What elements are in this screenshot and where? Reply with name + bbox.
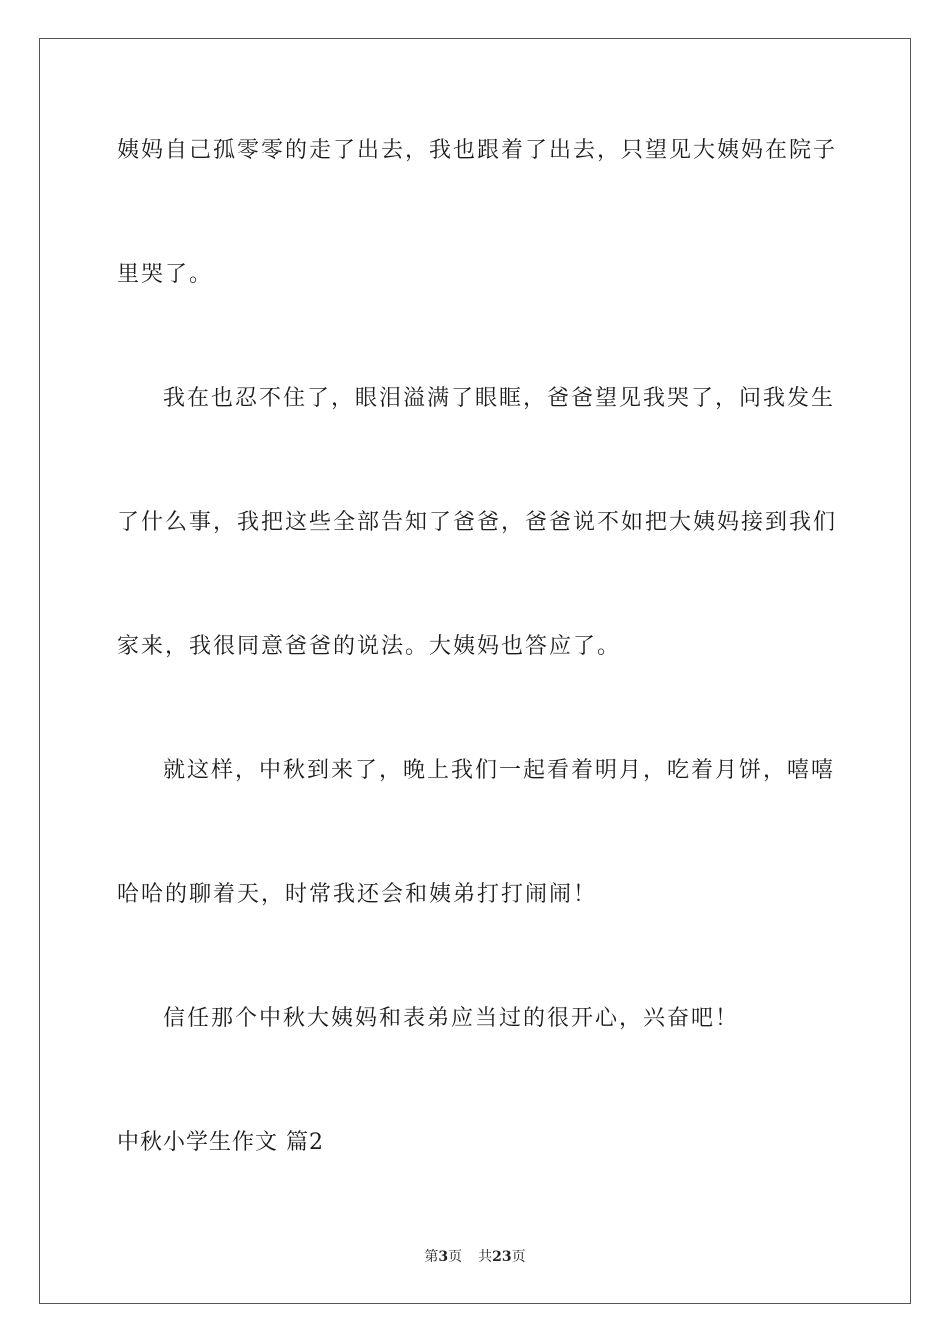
page-frame [39, 38, 911, 1304]
section-heading: 中秋小学生作文 篇2 [117, 1130, 324, 1155]
total-pages: 23 [492, 1249, 512, 1265]
paragraph-line: 了什么事，我把这些全部告知了爸爸，爸爸说不如把大姨妈接到我们 [117, 510, 838, 535]
page-number: 3 [438, 1249, 449, 1265]
paragraph-line: 就这样，中秋到来了，晚上我们一起看着明月，吃着月饼，嘻嘻 [163, 758, 836, 783]
page-footer [0, 1247, 950, 1267]
paragraph-line: 里哭了。 [117, 262, 214, 287]
total-suffix: 页 [511, 1249, 526, 1265]
total-prefix: 共 [478, 1249, 493, 1265]
page-suffix: 页 [448, 1249, 463, 1265]
paragraph-line: 姨妈自己孤零零的走了出去，我也跟着了出去，只望见大姨妈在院子 [117, 138, 838, 163]
paragraph-line: 哈哈的聊着天，时常我还会和姨弟打打闹闹！ [117, 882, 598, 907]
paragraph-line: 家来，我很同意爸爸的说法。大姨妈也答应了。 [117, 634, 622, 659]
page-prefix: 第 [424, 1249, 439, 1265]
paragraph-line: 信任那个中秋大姨妈和表弟应当过的很开心，兴奋吧！ [163, 1006, 740, 1031]
paragraph-line: 我在也忍不住了，眼泪溢满了眼眶，爸爸望见我哭了，问我发生 [163, 386, 836, 411]
